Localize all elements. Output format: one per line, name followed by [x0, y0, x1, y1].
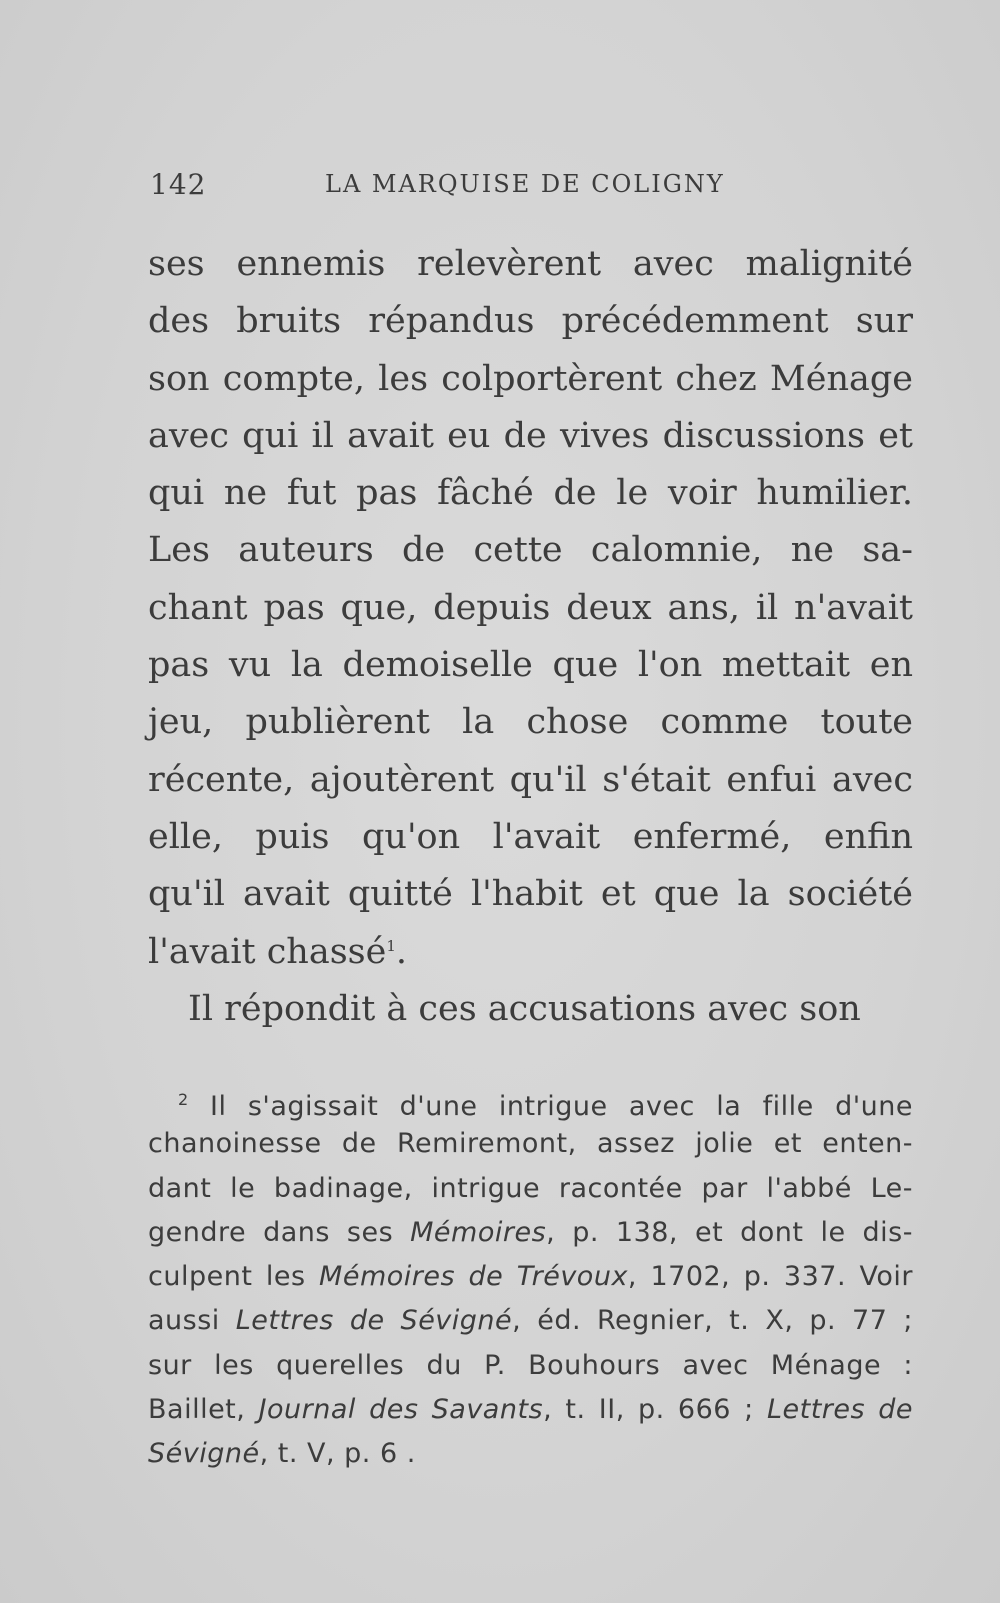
text-fragment: , 1702, p. 337. Voir — [627, 1261, 913, 1293]
text-line: chant pas que, depuis deux ans, il n'avait — [148, 587, 913, 628]
text-fragment: . — [395, 931, 408, 972]
text-line: ses ennemis relevèrent avec malignité — [148, 244, 913, 284]
text-line: Les auteurs de cette calomnie, ne sa- — [148, 530, 913, 571]
footnote — [148, 1078, 913, 1477]
footnote-reference: 1 — [386, 936, 396, 955]
text-line: récente, ajoutèrent qu'il s'était enfui avec — [148, 759, 913, 800]
text-line: qu'il avait quitté l'habit et que la société — [148, 874, 913, 915]
text-line: jeu, publièrent la chose comme toute — [148, 702, 913, 743]
text-line: pas vu la demoiselle que l'on mettait en — [148, 645, 913, 686]
footnote-line: sur les querelles du P. Bouhours avec Ménage : — [148, 1349, 913, 1381]
text-fragment: culpent les — [148, 1261, 320, 1293]
footnote-line — [148, 1432, 913, 1476]
page-number: 142 — [150, 168, 207, 201]
footnote-line — [148, 1299, 913, 1343]
footnote-line — [148, 1211, 913, 1255]
page-header — [150, 168, 910, 204]
text-line: elle, puis qu'on l'avait enfermé, enfin — [148, 816, 913, 857]
italic-title: Lettres de — [766, 1394, 914, 1426]
italic-title: Mémoires — [410, 1216, 547, 1248]
italic-title: Lettres de Sévigné — [235, 1305, 513, 1337]
text-fragment: Il s'agissait d'une intrigue avec la fille d'une — [210, 1091, 913, 1122]
text-fragment: , t. V, p. 6 . — [259, 1438, 416, 1470]
text-line: son compte, les colportèrent chez Ménage — [148, 358, 913, 399]
footnote-line — [148, 1388, 913, 1432]
running-title: LA MARQUISE DE COLIGNY — [325, 170, 725, 198]
text-fragment: gendre dans ses — [148, 1216, 411, 1248]
footnote-line: chanoinesse de Remiremont, assez jolie et enten- — [148, 1128, 913, 1160]
text-line: qui ne fut pas fâché de le voir humilier. — [148, 473, 913, 514]
text-fragment: , t. II, p. 666 ; — [543, 1394, 767, 1426]
text-fragment: , p. 138, et dont le dis- — [546, 1216, 913, 1248]
italic-title: Sévigné — [148, 1438, 260, 1470]
main-text — [148, 236, 913, 1038]
text-fragment: Baillet, — [148, 1394, 259, 1426]
text-line: des bruits répandus précédemment sur — [148, 301, 913, 342]
text-line: Il répondit à ces accusations avec son — [188, 988, 861, 1029]
text-line: avec qui il avait eu de vives discussions et — [148, 415, 913, 456]
text-line — [148, 924, 913, 981]
italic-title: Mémoires de Trévoux — [319, 1261, 628, 1293]
text-fragment: l'avait chassé — [148, 931, 387, 972]
text-fragment: , éd. Regnier, t. X, p. 77 ; — [512, 1305, 913, 1337]
footnote-line — [148, 1078, 913, 1122]
footnote-line — [148, 1255, 913, 1299]
italic-title: Journal des Savants — [258, 1394, 544, 1426]
footnote-line: dant le badinage, intrigue racontée par l'abbé Le- — [148, 1172, 913, 1204]
text-fragment: aussi — [148, 1305, 236, 1337]
footnote-marker: 2 — [178, 1090, 189, 1109]
